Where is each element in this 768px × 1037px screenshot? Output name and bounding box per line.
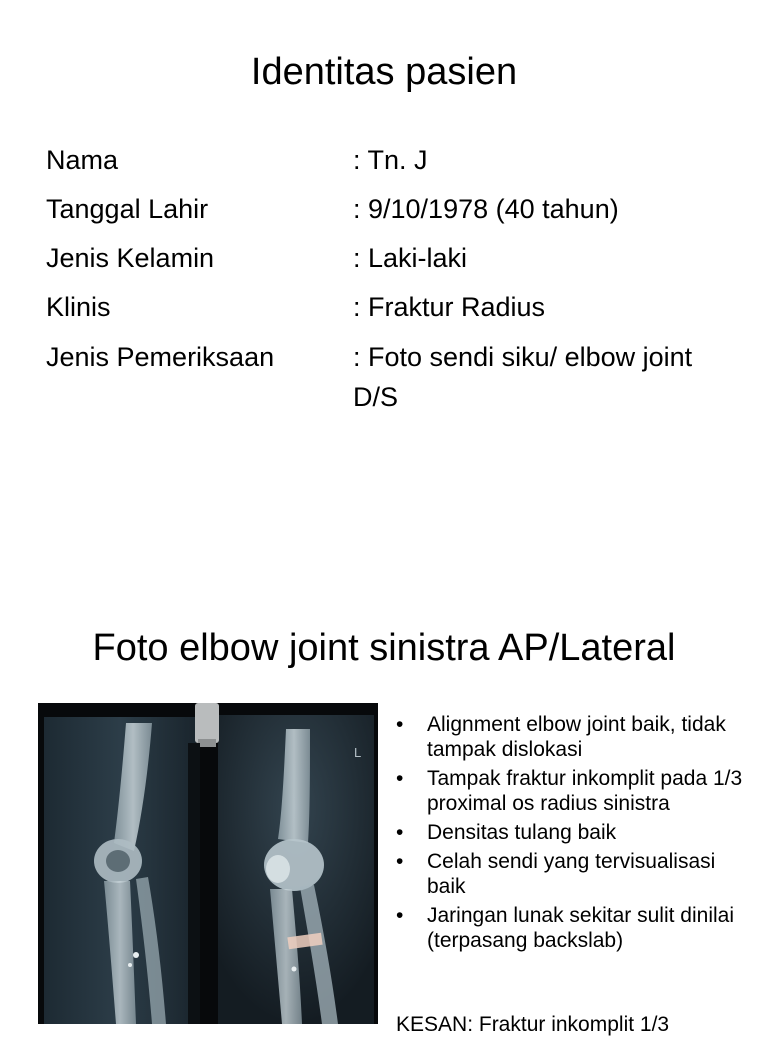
list-item	[396, 903, 758, 953]
kesan-text: KESAN: Fraktur inkomplit 1/3	[396, 1013, 670, 1036]
info-label: Jenis Pemeriksaan	[46, 342, 275, 372]
finding-text: Tampak fraktur inkomplit pada 1/3 proximal os radius sinistra	[427, 767, 743, 815]
bullet-icon: •	[396, 767, 404, 790]
list-item	[396, 766, 758, 816]
slide-title: Identitas pasien	[250, 51, 518, 93]
info-value: : Foto sendi siku/ elbow joint D/S	[353, 342, 693, 412]
slide-title: Foto elbow joint sinistra AP/Lateral	[92, 627, 676, 669]
info-value: : Laki-laki	[353, 243, 468, 273]
info-value: : Fraktur Radius	[353, 292, 546, 322]
finding-text: Densitas tulang baik	[427, 821, 617, 844]
bullet-icon: •	[396, 821, 404, 844]
info-label: Nama	[46, 145, 119, 175]
xray-picture	[38, 703, 378, 1024]
info-label: Tanggal Lahir	[46, 194, 209, 224]
xray-side-marker: L	[354, 745, 362, 760]
bullet-icon: •	[396, 904, 404, 927]
list-item	[396, 712, 758, 762]
xray-image	[38, 703, 378, 1024]
info-label: Klinis	[46, 292, 111, 322]
bullet-icon: •	[396, 850, 404, 873]
info-value: : Tn. J	[353, 145, 428, 175]
bullet-icon: •	[396, 713, 404, 736]
list-item	[396, 820, 758, 845]
info-value: : 9/10/1978 (40 tahun)	[353, 194, 619, 224]
findings-list	[396, 712, 758, 957]
list-item	[396, 849, 758, 899]
finding-text: Alignment elbow joint baik, tidak tampak dislokasi	[427, 713, 726, 761]
info-label: Jenis Kelamin	[46, 243, 215, 273]
finding-text: Jaringan lunak sekitar sulit dinilai (terpasang backslab)	[427, 904, 734, 952]
finding-text: Celah sendi yang tervisualisasi baik	[427, 850, 716, 898]
